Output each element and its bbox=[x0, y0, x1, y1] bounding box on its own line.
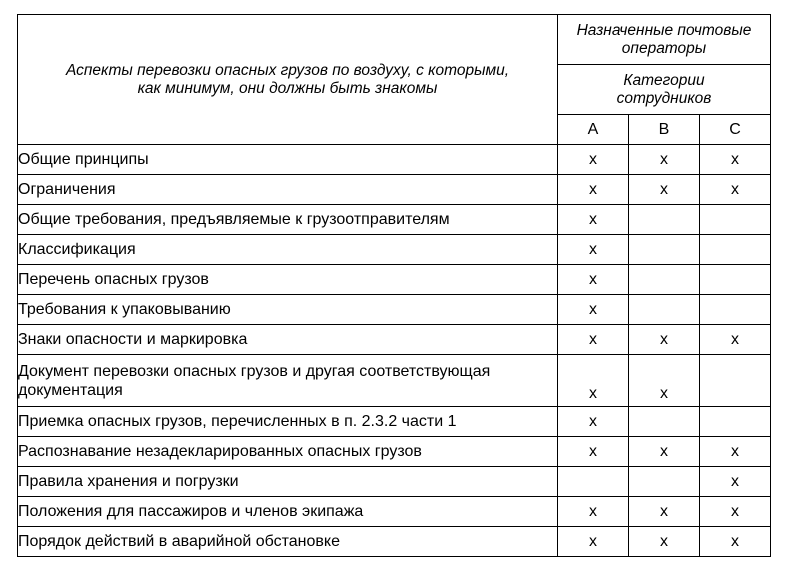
mark-a: x bbox=[558, 235, 629, 265]
mark-c: x bbox=[700, 145, 771, 175]
mark-c: x bbox=[700, 467, 771, 497]
mark-b: x bbox=[629, 325, 700, 355]
categories-header-text: Категории сотрудников bbox=[616, 71, 712, 107]
mark-c bbox=[700, 407, 771, 437]
table-row bbox=[18, 527, 771, 557]
table-row bbox=[18, 205, 771, 235]
mark-b bbox=[629, 295, 700, 325]
aspect-cell: Требования к упаковыванию bbox=[18, 295, 558, 325]
aspect-cell: Ограничения bbox=[18, 175, 558, 205]
mark-a: x bbox=[558, 527, 629, 557]
aspect-cell: Распознавание незадекларированных опасных грузов bbox=[18, 437, 558, 467]
mark-b: x bbox=[629, 145, 700, 175]
mark-b bbox=[629, 205, 700, 235]
mark-b: x bbox=[629, 355, 700, 407]
mark-a: x bbox=[558, 265, 629, 295]
mark-c bbox=[700, 295, 771, 325]
category-b-header: B bbox=[629, 115, 700, 145]
mark-c: x bbox=[700, 437, 771, 467]
mark-a: x bbox=[558, 497, 629, 527]
mark-a bbox=[558, 467, 629, 497]
mark-c bbox=[700, 265, 771, 295]
mark-b bbox=[629, 407, 700, 437]
aspect-cell: Порядок действий в аварийной обстановке bbox=[18, 527, 558, 557]
table-row bbox=[18, 497, 771, 527]
table-row bbox=[18, 295, 771, 325]
mark-b: x bbox=[629, 437, 700, 467]
mark-c bbox=[700, 205, 771, 235]
mark-a: x bbox=[558, 145, 629, 175]
table-row bbox=[18, 235, 771, 265]
mark-b: x bbox=[629, 175, 700, 205]
table-row bbox=[18, 355, 771, 407]
mark-a: x bbox=[558, 355, 629, 407]
aspect-cell: Перечень опасных грузов bbox=[18, 265, 558, 295]
aspect-cell: Общие принципы bbox=[18, 145, 558, 175]
table-row bbox=[18, 325, 771, 355]
aspect-cell: Приемка опасных грузов, перечисленных в п. 2.3.2 части 1 bbox=[18, 407, 558, 437]
aspects-header-text: Аспекты перевозки опасных грузов по воздуху, с которыми, как минимум, они должны быть знакомы bbox=[65, 61, 510, 97]
mark-c bbox=[700, 235, 771, 265]
aspect-cell: Правила хранения и погрузки bbox=[18, 467, 558, 497]
aspect-cell: Положения для пассажиров и членов экипажа bbox=[18, 497, 558, 527]
categories-header bbox=[558, 65, 771, 115]
mark-a: x bbox=[558, 295, 629, 325]
table-row bbox=[18, 145, 771, 175]
mark-a: x bbox=[558, 437, 629, 467]
mark-a: x bbox=[558, 175, 629, 205]
category-a-header: A bbox=[558, 115, 629, 145]
aspect-cell: Общие требования, предъявляемые к грузоотправителям bbox=[18, 205, 558, 235]
mark-b bbox=[629, 235, 700, 265]
table-row bbox=[18, 175, 771, 205]
table-row bbox=[18, 407, 771, 437]
mark-b bbox=[629, 265, 700, 295]
mark-c: x bbox=[700, 175, 771, 205]
mark-a: x bbox=[558, 205, 629, 235]
aspect-cell: Документ перевозки опасных грузов и другая соответствующая документация bbox=[18, 355, 558, 407]
operators-header: Назначенные почтовые операторы bbox=[558, 15, 771, 65]
mark-c bbox=[700, 355, 771, 407]
table-row bbox=[18, 437, 771, 467]
mark-b: x bbox=[629, 497, 700, 527]
mark-c: x bbox=[700, 325, 771, 355]
table-row bbox=[18, 265, 771, 295]
mark-a: x bbox=[558, 325, 629, 355]
mark-b: x bbox=[629, 527, 700, 557]
table-row bbox=[18, 467, 771, 497]
mark-c: x bbox=[700, 527, 771, 557]
aspect-cell: Классификация bbox=[18, 235, 558, 265]
aspect-cell: Знаки опасности и маркировка bbox=[18, 325, 558, 355]
mark-c: x bbox=[700, 497, 771, 527]
mark-a: x bbox=[558, 407, 629, 437]
training-requirements-table bbox=[17, 14, 771, 557]
aspects-header bbox=[18, 15, 558, 145]
mark-b bbox=[629, 467, 700, 497]
category-c-header: C bbox=[700, 115, 771, 145]
